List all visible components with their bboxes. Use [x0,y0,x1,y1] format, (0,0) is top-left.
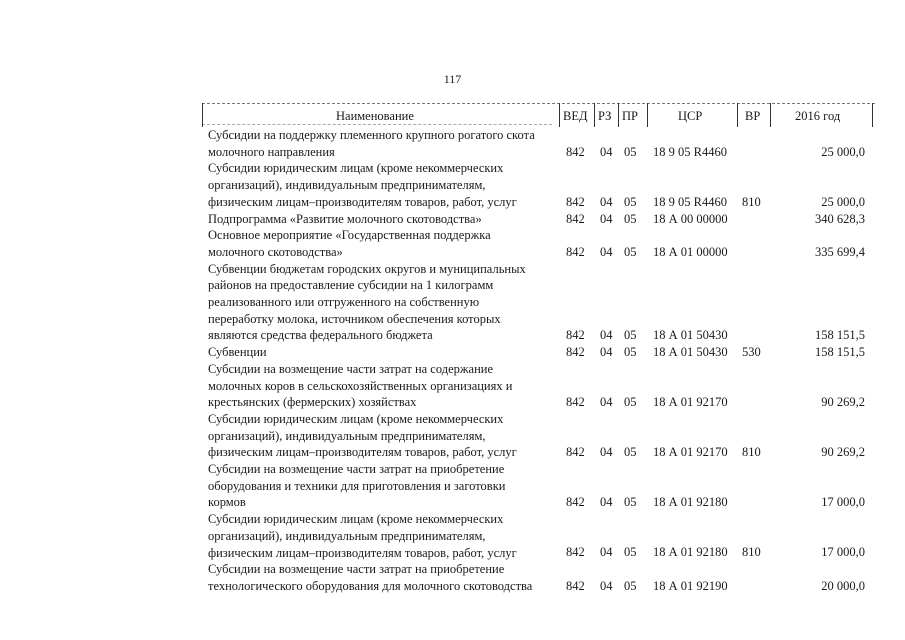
row-name-line: Субвенции бюджетам городских округов и муниципальных [208,261,526,276]
row-name-line: физическим лицам–производителям товаров, работ, услуг [208,545,517,560]
row-name-line: Подпрограмма «Развитие молочного скотоводства» [208,211,482,226]
row-pr: 05 [624,495,637,510]
table-row [0,227,905,260]
row-name-line: Субсидии юридическим лицам (кроме некоммерческих [208,411,504,426]
table-row [0,344,905,361]
header-divider [618,103,619,127]
row-name-line: Субсидии на возмещение части затрат на содержание [208,361,494,376]
row-amount: 158 151,5 [815,328,865,343]
row-name-line: молочного скотоводства» [208,244,343,259]
row-name-line: реализованного или отгруженного на собственную [208,295,480,309]
row-pr: 05 [624,345,637,360]
row-csr: 18 А 01 92170 [653,445,728,460]
row-name-line: кормов [208,495,246,510]
row-rz: 04 [600,445,613,460]
header-top-border [202,103,875,104]
header-rz: РЗ [598,109,612,123]
header-csr: ЦСР [678,109,703,123]
header-divider [770,103,771,127]
row-name [208,344,558,361]
table-row [0,561,905,594]
header-divider [737,103,738,127]
header-divider [872,103,873,127]
row-name-line: физическим лицам–производителям товаров, работ, услуг [208,194,517,209]
row-amount: 90 269,2 [821,395,865,410]
row-rz: 04 [600,144,613,159]
row-csr: 18 А 01 00000 [653,244,728,259]
row-csr: 18 А 01 50430 [653,328,728,343]
row-name-line: технологического оборудования для молочного скотоводства [208,578,533,593]
row-pr: 05 [624,395,637,410]
row-amount: 17 000,0 [821,545,865,560]
row-name [208,561,558,594]
row-csr: 18 9 05 R4460 [653,144,727,159]
table-row [0,127,905,160]
row-rz: 04 [600,328,613,343]
row-ved: 842 [566,345,585,360]
row-amount: 20 000,0 [821,578,865,593]
header-divider [202,103,203,127]
row-pr: 05 [624,445,637,460]
row-pr: 05 [624,144,637,159]
row-amount: 25 000,0 [821,194,865,209]
row-name [208,511,558,561]
row-name-line: оборудования и техники для приготовления и заготовки [208,478,506,493]
row-ved: 842 [566,545,585,560]
row-name [208,361,558,411]
row-csr: 18 А 01 92190 [653,578,728,593]
row-vr: 530 [742,345,761,360]
row-ved: 842 [566,144,585,159]
row-name-line: Субсидии на возмещение части затрат на приобретение [208,462,505,476]
row-vr: 810 [742,194,761,209]
row-rz: 04 [600,545,613,560]
row-ved: 842 [566,578,585,593]
row-name [208,127,558,160]
row-name [208,211,558,228]
header-divider [647,103,648,127]
row-name-line: организаций), индивидуальным предпринимателям, [208,178,486,193]
row-name-line: переработку молока, источником обеспечения которых [208,311,501,326]
header-divider [594,103,595,127]
table-row [0,511,905,561]
row-name-line: крестьянских (фермерских) хозяйствах [208,395,417,410]
row-csr: 18 А 01 50430 [653,345,728,360]
row-ved: 842 [566,395,585,410]
row-name-line: организаций), индивидуальным предпринимателям, [208,428,486,443]
row-csr: 18 А 00 00000 [653,211,728,226]
table-row [0,461,905,511]
row-name-line: Субсидии юридическим лицам (кроме некоммерческих [208,512,504,527]
row-name [208,227,558,260]
row-name [208,461,558,511]
row-name-line: физическим лицам–производителям товаров, работ, услуг [208,445,517,460]
row-pr: 05 [624,545,637,560]
row-ved: 842 [566,244,585,259]
row-rz: 04 [600,194,613,209]
row-pr: 05 [624,328,637,343]
row-name-line: молочного направления [208,144,335,159]
row-name [208,160,558,210]
row-ved: 842 [566,194,585,209]
row-name [208,261,558,345]
row-rz: 04 [600,244,613,259]
header-divider [559,103,560,127]
header-ved: ВЕД [563,109,588,123]
row-amount: 90 269,2 [821,445,865,460]
row-name-line: районов на предоставление субсидии на 1 килограмм [208,278,494,293]
row-amount: 25 000,0 [821,144,865,159]
row-amount: 340 628,3 [815,211,865,226]
row-name-line: Субсидии на возмещение части затрат на приобретение [208,562,505,577]
row-pr: 05 [624,244,637,259]
header-name: Наименование [336,109,414,123]
row-name-line: Субвенции [208,345,267,360]
header-vr: ВР [745,109,761,123]
row-rz: 04 [600,345,613,360]
row-name-line: организаций), индивидуальным предпринимателям, [208,528,486,543]
table-row [0,261,905,345]
row-ved: 842 [566,211,585,226]
row-amount: 158 151,5 [815,345,865,360]
table-header [202,103,875,127]
row-name-line: Субсидии юридическим лицам (кроме некоммерческих [208,161,504,176]
row-ved: 842 [566,328,585,343]
header-year: 2016 год [795,109,841,123]
row-pr: 05 [624,578,637,593]
row-rz: 04 [600,395,613,410]
row-name-line: молочных коров в сельскохозяйственных организациях и [208,378,513,393]
row-rz: 04 [600,211,613,226]
row-pr: 05 [624,211,637,226]
table-row [0,160,905,210]
row-csr: 18 А 01 92180 [653,495,728,510]
row-name-line: Субсидии на поддержку племенного крупного рогатого скота [208,128,535,142]
table-row [0,411,905,461]
header-bottom-border [202,124,552,125]
table-row [0,361,905,411]
row-ved: 842 [566,495,585,510]
page-number: 117 [443,72,462,86]
row-amount: 335 699,4 [815,244,865,259]
row-pr: 05 [624,194,637,209]
row-csr: 18 А 01 92170 [653,395,728,410]
row-ved: 842 [566,445,585,460]
row-csr: 18 9 05 R4460 [653,194,727,209]
header-pr: ПР [622,109,638,123]
table-row [0,211,905,228]
row-amount: 17 000,0 [821,495,865,510]
row-vr: 810 [742,445,761,460]
row-name [208,411,558,461]
row-name-line: являются средства федерального бюджета [208,328,433,343]
row-csr: 18 А 01 92180 [653,545,728,560]
row-vr: 810 [742,545,761,560]
row-rz: 04 [600,578,613,593]
row-rz: 04 [600,495,613,510]
row-name-line: Основное мероприятие «Государственная поддержка [208,228,491,243]
